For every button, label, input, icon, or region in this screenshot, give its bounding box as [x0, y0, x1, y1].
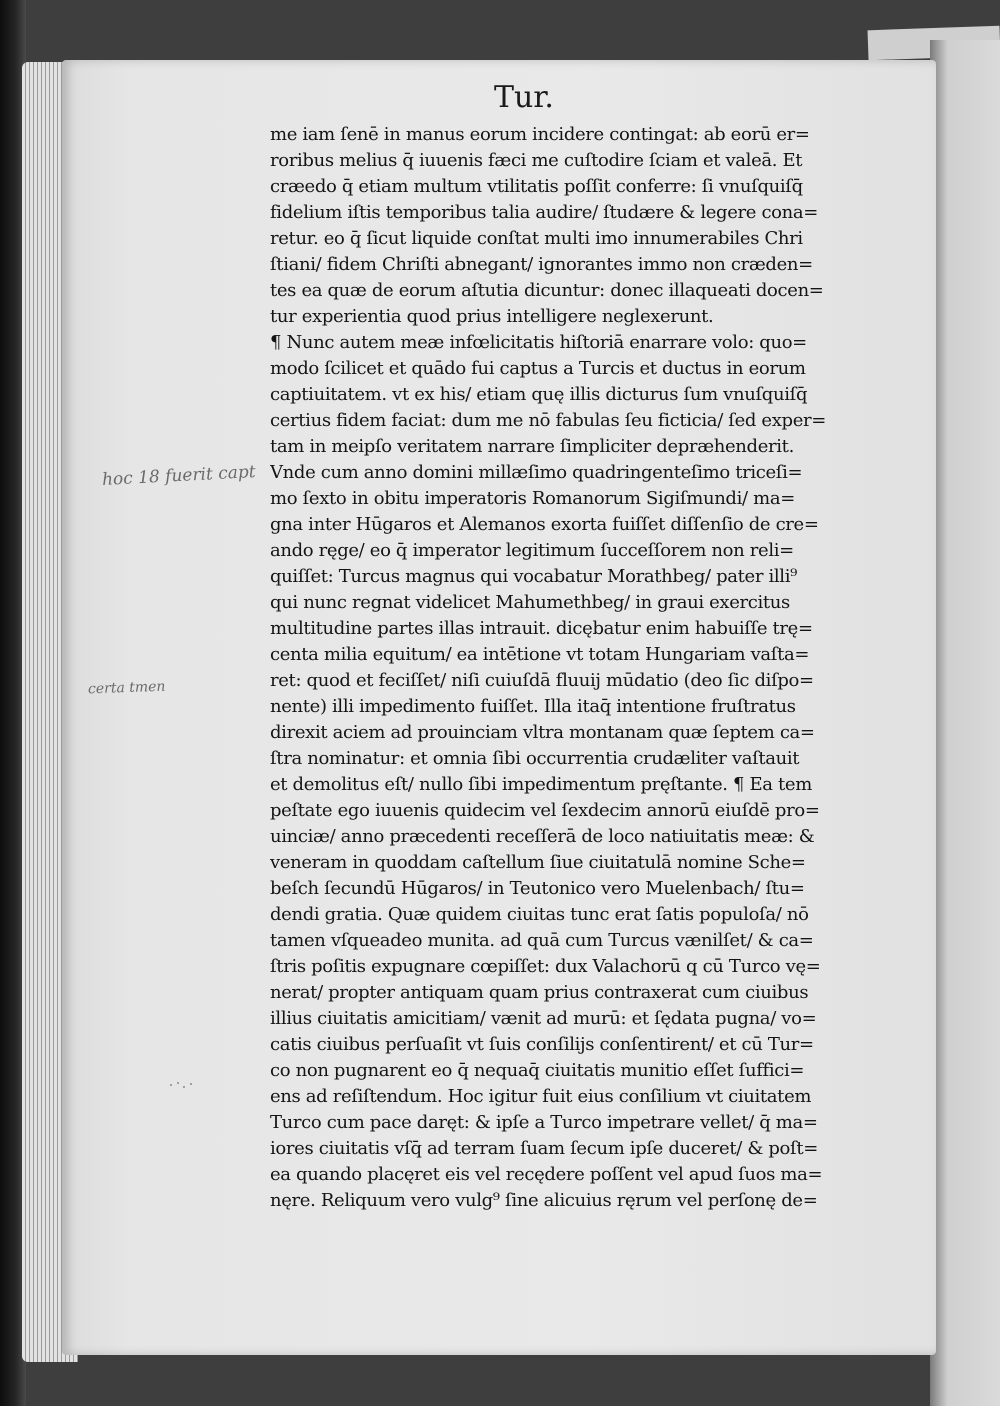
text-line: illius ciuitatis amicitiam/ vænit ad murū: et ſędata pugna/ vo= [270, 1008, 817, 1029]
margin-note: hoc 18 fuerit capt [101, 461, 257, 491]
text-line: tamen vſqueadeo munita. ad quā cum Turcus vænilſet/ & ca= [270, 930, 814, 951]
text-line: ea quando placęret eis vel recędere poſſent vel apud ſuos ma= [270, 1164, 823, 1185]
text-line: ret: quod et feciſſet/ niſi cuiuſdā fluuij mūdatio (deo ſic diſpo= [270, 670, 814, 691]
text-line: multitudine partes illas intrauit. dicębatur enim habuiſſe trę= [270, 618, 813, 639]
ink-specks [168, 1080, 198, 1100]
text-line: modo ſcilicet et quādo fui captus a Turcis et ductus in eorum [270, 358, 806, 379]
text-line: ando ręge/ eo q̄ imperator legitimum ſucceſſorem non reli= [270, 540, 794, 561]
text-line: catis ciuibus perſuaſit vt ſuis conſilijs conſentirent/ et cū Tur= [270, 1034, 814, 1055]
text-line: Turco cum pace daręt: & ipſe a Turco impetrare vellet/ q̄ ma= [270, 1112, 818, 1133]
text-line: gna inter Hūgaros et Alemanos exorta fuiſſet diſſenſio de cre= [270, 514, 819, 535]
text-line: certius fidem faciat: dum me nō fabulas ſeu ficticia/ ſed exper= [270, 410, 826, 431]
text-line: roribus melius q̄ iuuenis fæci me cuſtodire ſciam et valeā. Et [270, 150, 803, 171]
facing-page-edge [930, 40, 1000, 1406]
text-line: cræedo q̄ etiam multum vtilitatis poſſit conferre: ſi vnuſquiſq̄ [270, 176, 803, 197]
body-text [270, 122, 885, 1214]
text-line: captiuitatem. vt ex his/ etiam quę illis dicturus ſum vnuſquiſq̄ [270, 384, 808, 405]
running-header: Tur. [494, 80, 554, 115]
text-line: centa milia equitum/ ea intētione vt totam Hungariam vaſta= [270, 644, 810, 665]
text-line: retur. eo q̄ ſicut liquide conſtat multi imo innumerabiles Chri [270, 228, 803, 249]
text-line: fidelium iſtis temporibus talia audire/ ſtudære & legere cona= [270, 202, 819, 223]
text-line: qui nunc regnat videlicet Mahumethbeg/ in graui exercitus [270, 592, 790, 613]
text-line: veneram in quoddam caſtellum ſiue ciuitatulā nomine Sche= [270, 852, 806, 873]
text-line: et demolitus eſt/ nullo ſibi impedimentum pręſtante. ¶ Ea tem [270, 774, 812, 795]
text-line: Vnde cum anno domini millæſimo quadringenteſimo triceſi= [270, 462, 803, 483]
text-line: me iam ſenē in manus eorum incidere contingat: ab eorū er= [270, 124, 810, 145]
text-line: iores ciuitatis vſq̄ ad terram ſuam ſecum ipſe duceret/ & poſt= [270, 1138, 818, 1159]
text-line: mo ſexto in obitu imperatoris Romanorum Sigiſmundi/ ma= [270, 488, 795, 509]
text-line: tam in meipſo veritatem narrare ſimpliciter depræhenderit. [270, 436, 794, 457]
margin-note: certa tmen [87, 678, 166, 698]
text-line: dendi gratia. Quæ quidem ciuitas tunc erat ſatis populoſa/ nō [270, 904, 809, 925]
text-line: ¶ Nunc autem meæ infœlicitatis hiſtoriā enarrare volo: quo= [270, 332, 807, 353]
text-line: peſtate ego iuuenis quidecim vel ſexdecim annorū eiuſdē pro= [270, 800, 820, 821]
text-line: tes ea quæ de eorum aſtutia dicuntur: donec illaqueati docen= [270, 280, 824, 301]
text-line: ens ad reſiſtendum. Hoc igitur fuit eius conſilium vt ciuitatem [270, 1086, 812, 1107]
text-line: co non pugnarent eo q̄ nequaq̄ ciuitatis munitio eſſet ſuffici= [270, 1060, 805, 1081]
text-line: ſtiani/ fidem Chriſti abnegant/ ignorantes immo non cræden= [270, 254, 813, 275]
text-line: direxit aciem ad prouinciam vltra montanam quæ ſeptem ca= [270, 722, 815, 743]
text-line: tur experientia quod prius intelligere neglexerunt. [270, 306, 714, 327]
text-line: nerat/ propter antiquam quam prius contraxerat cum ciuibus [270, 982, 809, 1003]
text-line: ſtris poſitis expugnare cœpiſſet: dux Valachorū q cū Turco vę= [270, 956, 821, 977]
text-line: nęre. Reliquum vero vulg⁹ ſine alicuius ręrum vel perſonę de= [270, 1190, 818, 1211]
text-line: beſch ſecundū Hūgaros/ in Teutonico vero Muelenbach/ ſtu= [270, 878, 805, 899]
text-line: nente) illi impedimento fuiſſet. Illa itaq̄ intentione fruſtratus [270, 696, 796, 717]
text-line: ſtra nominatur: et omnia ſibi occurrentia crudæliter vaſtauit [270, 748, 800, 769]
text-line: uinciæ/ anno præcedenti receſſerā de loco natiuitatis meæ: & [270, 826, 815, 847]
text-line: quiſſet: Turcus magnus qui vocabatur Morathbeg/ pater illi⁹ [270, 566, 797, 587]
